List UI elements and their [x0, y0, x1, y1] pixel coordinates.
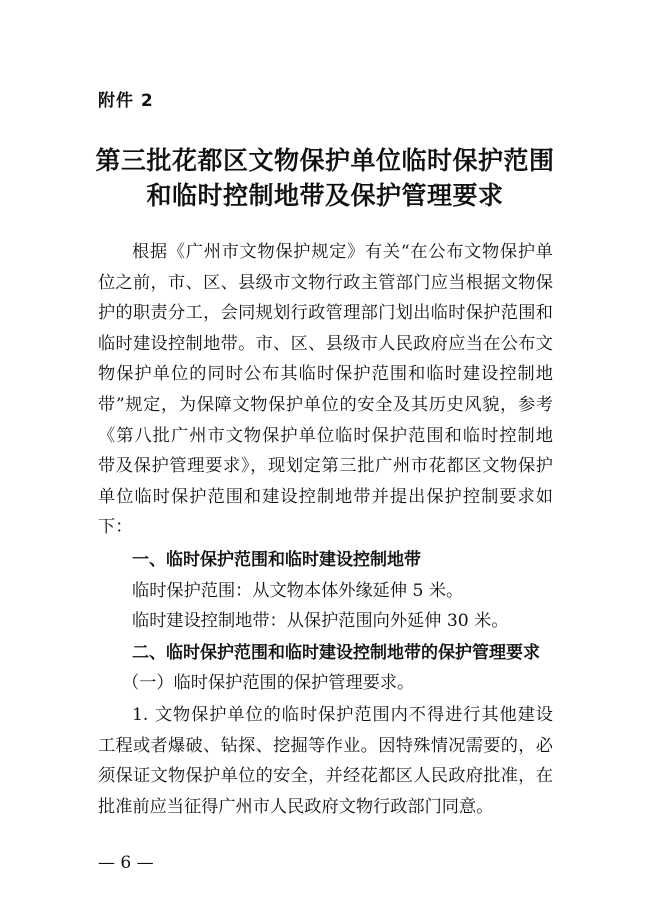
paragraph-line: 工程或者爆破、钻探、挖掘等作业。因特殊情况需要的，必 [98, 735, 553, 756]
rule-1-paragraph [98, 700, 553, 822]
protection-range-text: 临时保护范围：从文物本体外缘延伸 5 米。 [132, 581, 464, 601]
paragraph-line: 物保护单位的同时公布其临时保护范围和临时建设控制地 [98, 364, 553, 385]
document-title-line-2: 和临时控制地带及保护管理要求 [146, 181, 504, 210]
paragraph-line: 批准前应当征得广州市人民政府文物行政部门同意。 [98, 796, 494, 817]
paragraph-line: 单位临时保护范围和建设控制地带并提出保护控制要求如 [98, 486, 553, 507]
control-zone-text: 临时建设控制地带：从保护范围向外延伸 30 米。 [132, 611, 509, 631]
paragraph-line: 位之前，市、区、县级市文物行政主管部门应当根据文物保 [98, 272, 553, 293]
section-1-heading: 一、临时保护范围和临时建设控制地带 [132, 550, 421, 570]
paragraph-line: 带及保护管理要求》，现划定第三批广州市花都区文物保护 [98, 456, 553, 477]
paragraph-line: 1. 文物保护单位的临时保护范围内不得进行其他建设 [132, 705, 553, 725]
paragraph-line: 根据《广州市文物保护规定》有关“在公布文物保护单 [132, 242, 553, 262]
section-2-heading: 二、临时保护范围和临时建设控制地带的保护管理要求 [132, 643, 540, 663]
intro-paragraph [98, 237, 553, 543]
document-title-line-1: 第三批花都区文物保护单位临时保护范围 [95, 146, 555, 175]
paragraph-line: 护的职责分工，会同规划行政管理部门划出临时保护范围和 [98, 303, 553, 324]
paragraph-line: 《第八批广州市文物保护单位临时保护范围和临时控制地 [98, 425, 553, 446]
attachment-label: 附件 2 [98, 91, 154, 111]
paragraph-line: 须保证文物保护单位的安全，并经花都区人民政府批准，在 [98, 766, 553, 787]
paragraph-line: 下： [98, 517, 133, 538]
page-number: — 6 — [98, 853, 154, 873]
paragraph-line: 临时建设控制地带。市、区、县级市人民政府应当在公布文 [98, 333, 553, 354]
section-2-subheading: （一）临时保护范围的保护管理要求。 [122, 673, 415, 693]
paragraph-line: 带”规定，为保障文物保护单位的安全及其历史风貌，参考 [98, 394, 553, 415]
